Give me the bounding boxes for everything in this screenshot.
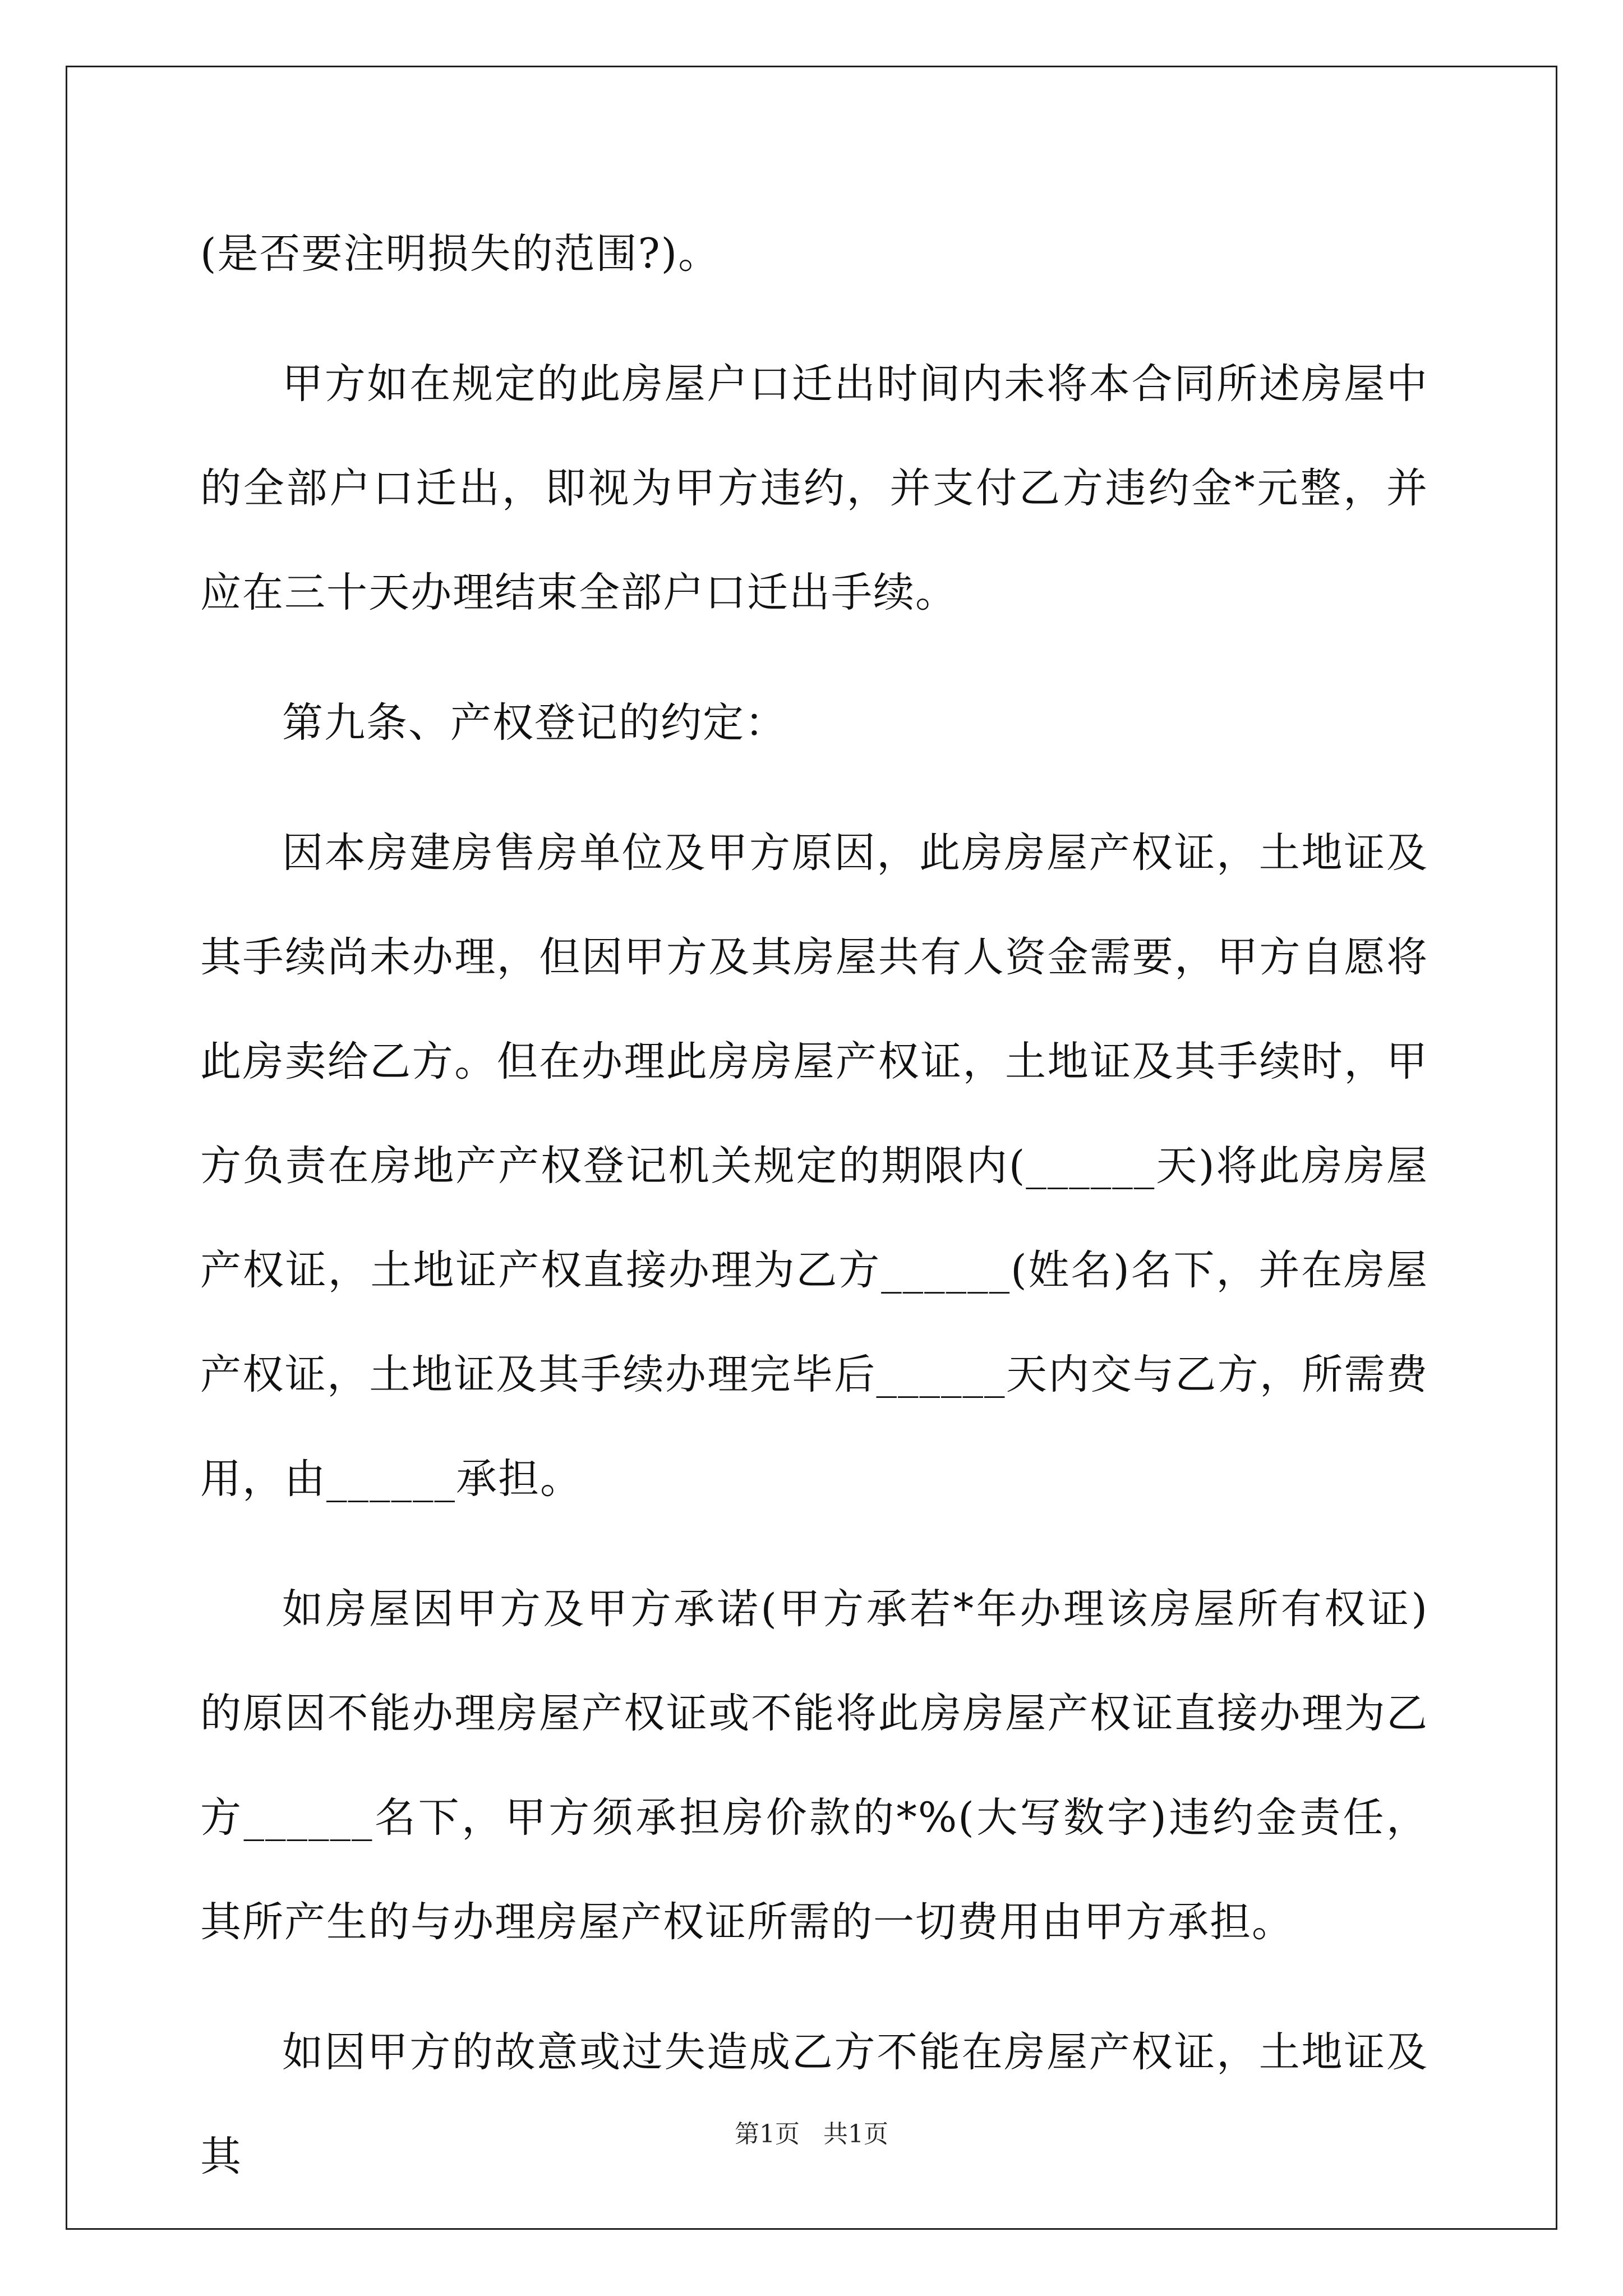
paragraph-loss-scope: (是否要注明损失的范围?)。 [200,230,721,278]
paragraph-fault-clause: 如因甲方的故意或过失造成乙方不能在房屋产权证，土地证及其 [200,2028,1428,2180]
paragraph-title-registration: 因本房建房售房单位及甲方原因，此房房屋产权证，土地证及其手续尚未办理，但因甲方及其房屋共有人资金需要，甲方自愿将此房卖给乙方。但在办理此房房屋产权证，土地证及其手续时，甲方负责在房地产产权登记机关规定的期限内(______天)将此房房屋产权证，土地证产权直接办理为乙方______(姓名)名下，并在房屋产权证，土地证及其手续办理完毕后______天内交与乙方，所需费用，由______承担。 [200,829,1428,1503]
page-number-footer: 第1页 共1页 [735,2120,888,2148]
paragraph-breach-liability: 如房屋因甲方及甲方承诺(甲方承若*年办理该房屋所有权证)的原因不能办理房屋产权证或不能将此房房屋产权证直接办理为乙方______名下，甲方须承担房价款的*%(大写数字)违约金责任，其所产生的与办理房屋产权证所需的一切费用由甲方承担。 [200,1585,1428,1946]
document-body [200,202,1428,2235]
section-heading-article-9: 第九条、产权登记的约定： [282,699,787,747]
paragraph-household-registration: 甲方如在规定的此房屋户口迁出时间内未将本合同所述房屋中的全部户口迁出，即视为甲方违约，并支付乙方违约金*元整，并应在三十天办理结束全部户口迁出手续。 [200,360,1428,616]
